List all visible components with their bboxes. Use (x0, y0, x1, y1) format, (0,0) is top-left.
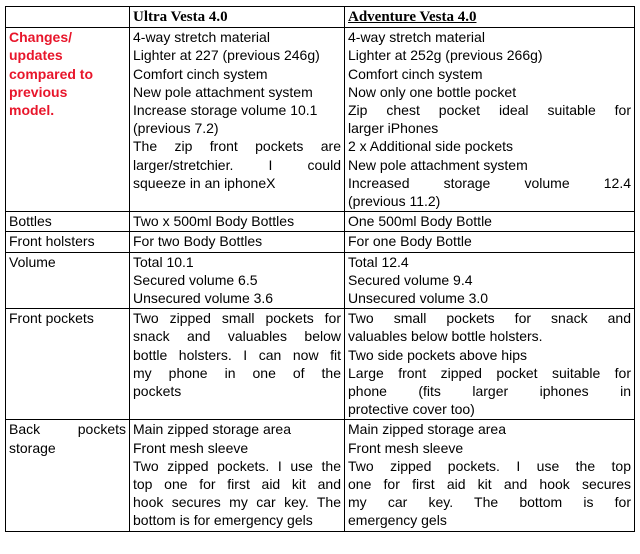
changes-label-line: previous (9, 83, 68, 100)
back-pockets-ultra-line: Main zipped storage area (133, 421, 291, 438)
volume-adventure-line: Total 12.4 (348, 253, 409, 270)
changes-ultra-line: Increase storage volume 10.1 (133, 102, 318, 119)
changes-label-line: Changes/ (9, 29, 73, 46)
front-pockets-label: Front pockets (6, 309, 130, 420)
front-pockets-ultra-line: bottle holsters. I can now fit (133, 346, 341, 363)
changes-adventure-line: Increased storage volume 12.4 (348, 174, 631, 191)
changes-adventure-line: Now only one bottle pocket (348, 83, 517, 100)
bottles-row (6, 212, 635, 232)
front-pockets-adventure-line: protective cover too) (348, 401, 475, 418)
back-pockets-adventure (345, 420, 635, 531)
back-pockets-ultra-line: bottom is for emergency gels (133, 512, 313, 529)
holsters-row (6, 232, 635, 252)
back-pockets-ultra-line: Two zipped pockets. I use the (133, 457, 341, 474)
back-pockets-ultra (130, 420, 345, 531)
back-pockets-adventure-line: Two zipped pockets. I use the top (348, 457, 631, 474)
changes-label (6, 28, 130, 212)
front-pockets-ultra-line: pockets (133, 383, 182, 400)
bottles-adventure: One 500ml Body Bottle (345, 212, 635, 232)
front-pockets-ultra (130, 309, 345, 420)
volume-adventure (345, 252, 635, 309)
back-pockets-ultra-line: top one for first aid kit and (133, 476, 341, 493)
changes-label-line: compared to (9, 65, 94, 82)
changes-ultra-line: Comfort cinch system (133, 65, 268, 82)
volume-ultra-line: Total 10.1 (133, 253, 194, 270)
back-pockets-adventure-line: Main zipped storage area (348, 421, 506, 438)
changes-adventure-line: 2 x Additional side pockets (348, 138, 513, 155)
back-pockets-label-line: storage (9, 439, 56, 456)
changes-label-line: model. (9, 102, 55, 119)
front-pockets-adventure-line: phone (fits larger iphones in (348, 383, 631, 400)
front-pockets-ultra-line: Two zipped small pockets for (133, 310, 341, 327)
changes-adventure-line: Zip chest pocket ideal suitable for (348, 102, 631, 119)
back-pockets-ultra-line: Front mesh sleeve (133, 439, 249, 456)
header-blank (6, 7, 130, 28)
changes-ultra-line: Lighter at 227 (previous 246g) (133, 47, 320, 64)
changes-adventure-line: 4-way stretch material (348, 29, 485, 46)
back-pockets-adventure-line: Front mesh sleeve (348, 439, 464, 456)
holsters-ultra: For two Body Bottles (130, 232, 345, 252)
volume-adventure-line: Unsecured volume 3.0 (348, 290, 489, 307)
back-pockets-adventure-line: one for first aid kit and hook secures (348, 476, 631, 493)
front-pockets-adventure (345, 309, 635, 420)
front-pockets-ultra-line: my phone in one of the (133, 364, 341, 381)
back-pockets-adventure-line: my car key. The bottom is for (348, 494, 631, 511)
back-pockets-row (6, 420, 635, 531)
bottles-ultra: Two x 500ml Body Bottles (130, 212, 345, 232)
header-row (6, 7, 635, 28)
changes-label-line: updates (9, 47, 63, 64)
volume-ultra (130, 252, 345, 309)
front-pockets-adventure-line: valuables below bottle holsters. (348, 328, 543, 345)
comparison-table (5, 6, 635, 532)
changes-adventure-line: larger iPhones (348, 120, 439, 137)
changes-adventure-line: New pole attachment system (348, 156, 528, 173)
bottles-label: Bottles (6, 212, 130, 232)
back-pockets-ultra-line: hook secures my car key. The (133, 494, 341, 511)
front-pockets-adventure-line: Two side pockets above hips (348, 346, 527, 363)
holsters-label: Front holsters (6, 232, 130, 252)
back-pockets-label (6, 420, 130, 531)
changes-ultra-line: squeeze in an iphoneX (133, 174, 276, 191)
volume-ultra-line: Secured volume 6.5 (133, 271, 258, 288)
changes-adventure (345, 28, 635, 212)
changes-ultra-line: larger/stretchier. I could (133, 156, 341, 173)
changes-adventure-line: Comfort cinch system (348, 65, 483, 82)
back-pockets-adventure-line: emergency gels (348, 512, 447, 529)
front-pockets-row (6, 309, 635, 420)
front-pockets-adventure-line: Large front zipped pocket suitable for (348, 364, 631, 381)
volume-row (6, 252, 635, 309)
header-ultra-vesta: Ultra Vesta 4.0 (130, 7, 345, 28)
volume-ultra-line: Unsecured volume 3.6 (133, 290, 274, 307)
changes-row (6, 28, 635, 212)
header-adventure-vesta: Adventure Vesta 4.0 (345, 7, 635, 28)
holsters-adventure: For one Body Bottle (345, 232, 635, 252)
changes-ultra-line: The zip front pockets are (133, 138, 341, 155)
front-pockets-ultra-line: snack and valuables below (133, 328, 341, 345)
volume-adventure-line: Secured volume 9.4 (348, 271, 473, 288)
volume-label: Volume (6, 252, 130, 309)
back-pockets-label-line: Back pockets (9, 421, 126, 438)
changes-adventure-line: Lighter at 252g (previous 266g) (348, 47, 543, 64)
changes-ultra-line: New pole attachment system (133, 83, 313, 100)
changes-ultra-line: 4-way stretch material (133, 29, 270, 46)
front-pockets-adventure-line: Two small pockets for snack and (348, 310, 631, 327)
changes-ultra (130, 28, 345, 212)
changes-ultra-line: (previous 7.2) (133, 120, 219, 137)
changes-adventure-line: (previous 11.2) (348, 193, 441, 210)
